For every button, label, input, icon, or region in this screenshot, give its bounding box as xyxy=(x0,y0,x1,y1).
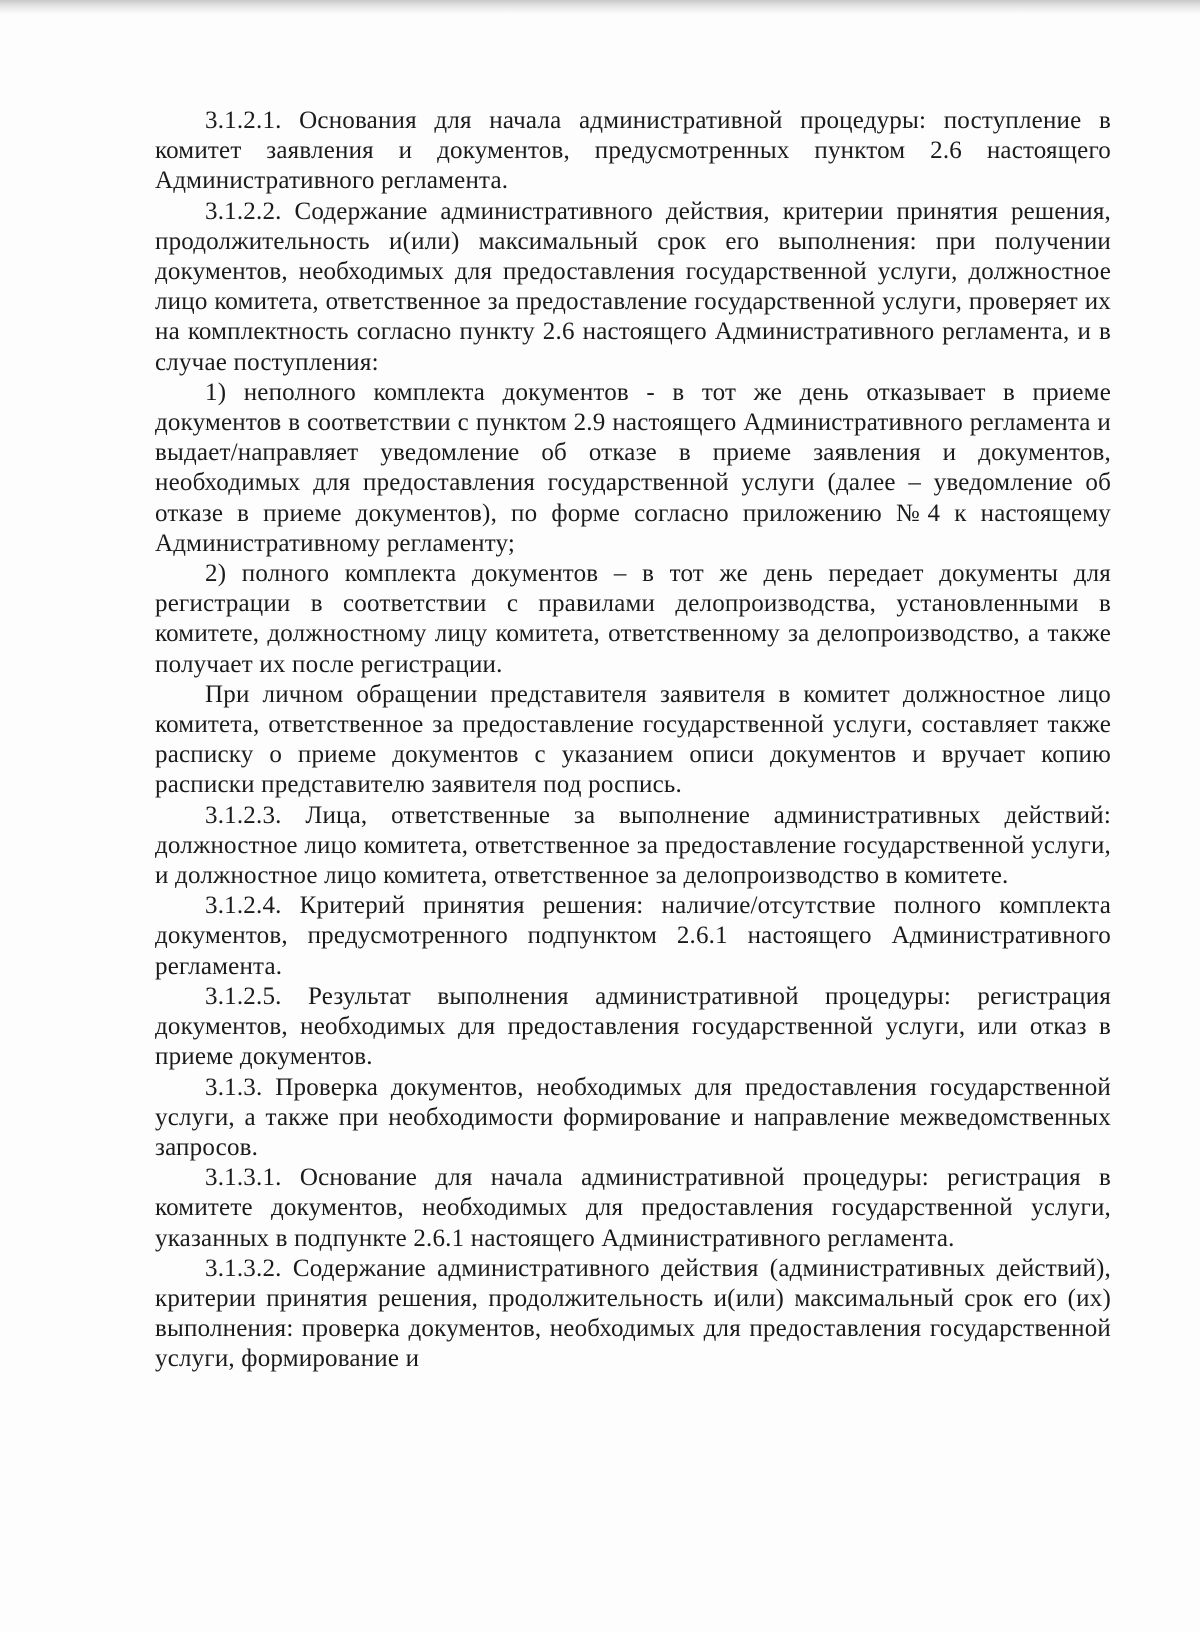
paragraph-personal-request: При личном обращении представителя заявителя в комитет должностное лицо комитета, ответственное за предоставление государственной услуги, составляет также расписку о приеме документов с указанием описи документов и вручает копию расписки представителю заявителя под роспись. xyxy=(155,680,1111,799)
scan-top-edge xyxy=(0,0,1200,14)
paragraph-item-1: 1) неполного комплекта документов - в тот же день отказывает в приеме документов в соответствии с пунктом 2.9 настоящего Административного регламента и выдает/направляет уведомление об отказе в приеме заявления и документов, необходимых для предоставления государственной услуги (далее – уведомление об отказе в приеме документов), по форме согласно приложению №4 к настоящему Административному регламенту; xyxy=(155,378,1111,557)
document-body xyxy=(155,106,1111,1375)
paragraph-3-1-3-2: 3.1.3.2. Содержание административного действия (административных действий), критерии принятия решения, продолжительность и(или) максимальный срок его (их) выполнения: проверка документов, необходимых для предоставления государственной услуги, формирование и xyxy=(155,1254,1111,1373)
paragraph-3-1-2-4: 3.1.2.4. Критерий принятия решения: наличие/отсутствие полного комплекта документов, предусмотренного подпунктом 2.6.1 настоящего Административного регламента. xyxy=(155,892,1111,980)
paragraph-3-1-2-3: 3.1.2.3. Лица, ответственные за выполнение административных действий: должностное лицо комитета, ответственное за предоставление государственной услуги, и должностное лицо комитета, ответственное за делопроизводство в комитете. xyxy=(155,801,1111,890)
paragraph-item-2: 2) полного комплекта документов – в тот же день передает документы для регистрации в соответствии с правилами делопроизводства, установленными в комитете, должностному лицу комитета, ответственному за делопроизводство, а также получает их после регистрации. xyxy=(155,560,1111,678)
paragraph-3-1-2-2: 3.1.2.2. Содержание административного действия, критерии принятия решения, продолжительность и(или) максимальный срок его выполнения: при получении документов, необходимых для предоставления государственной услуги, должностное лицо комитета, ответственное за предоставление государственной услуги, проверяет их на комплектность согласно пункту 2.6 настоящего Административного регламента, и в случае поступления: xyxy=(155,197,1111,376)
paragraph-3-1-2-1: 3.1.2.1. Основания для начала административной процедуры: поступление в комитет заявления и документов, предусмотренных пунктом 2.6 настоящего Административного регламента. xyxy=(155,107,1111,195)
paragraph-3-1-2-5: 3.1.2.5. Результат выполнения административной процедуры: регистрация документов, необходимых для предоставления государственной услуги, или отказ в приеме документов. xyxy=(155,982,1111,1071)
paragraph-3-1-3-1: 3.1.3.1. Основание для начала административной процедуры: регистрация в комитете документов, необходимых для предоставления государственной услуги, указанных в подпункте 2.6.1 настоящего Административного регламента. xyxy=(155,1164,1111,1252)
paragraph-3-1-3: 3.1.3. Проверка документов, необходимых для предоставления государственной услуги, а также при необходимости формирование и направление межведомственных запросов. xyxy=(155,1073,1111,1161)
